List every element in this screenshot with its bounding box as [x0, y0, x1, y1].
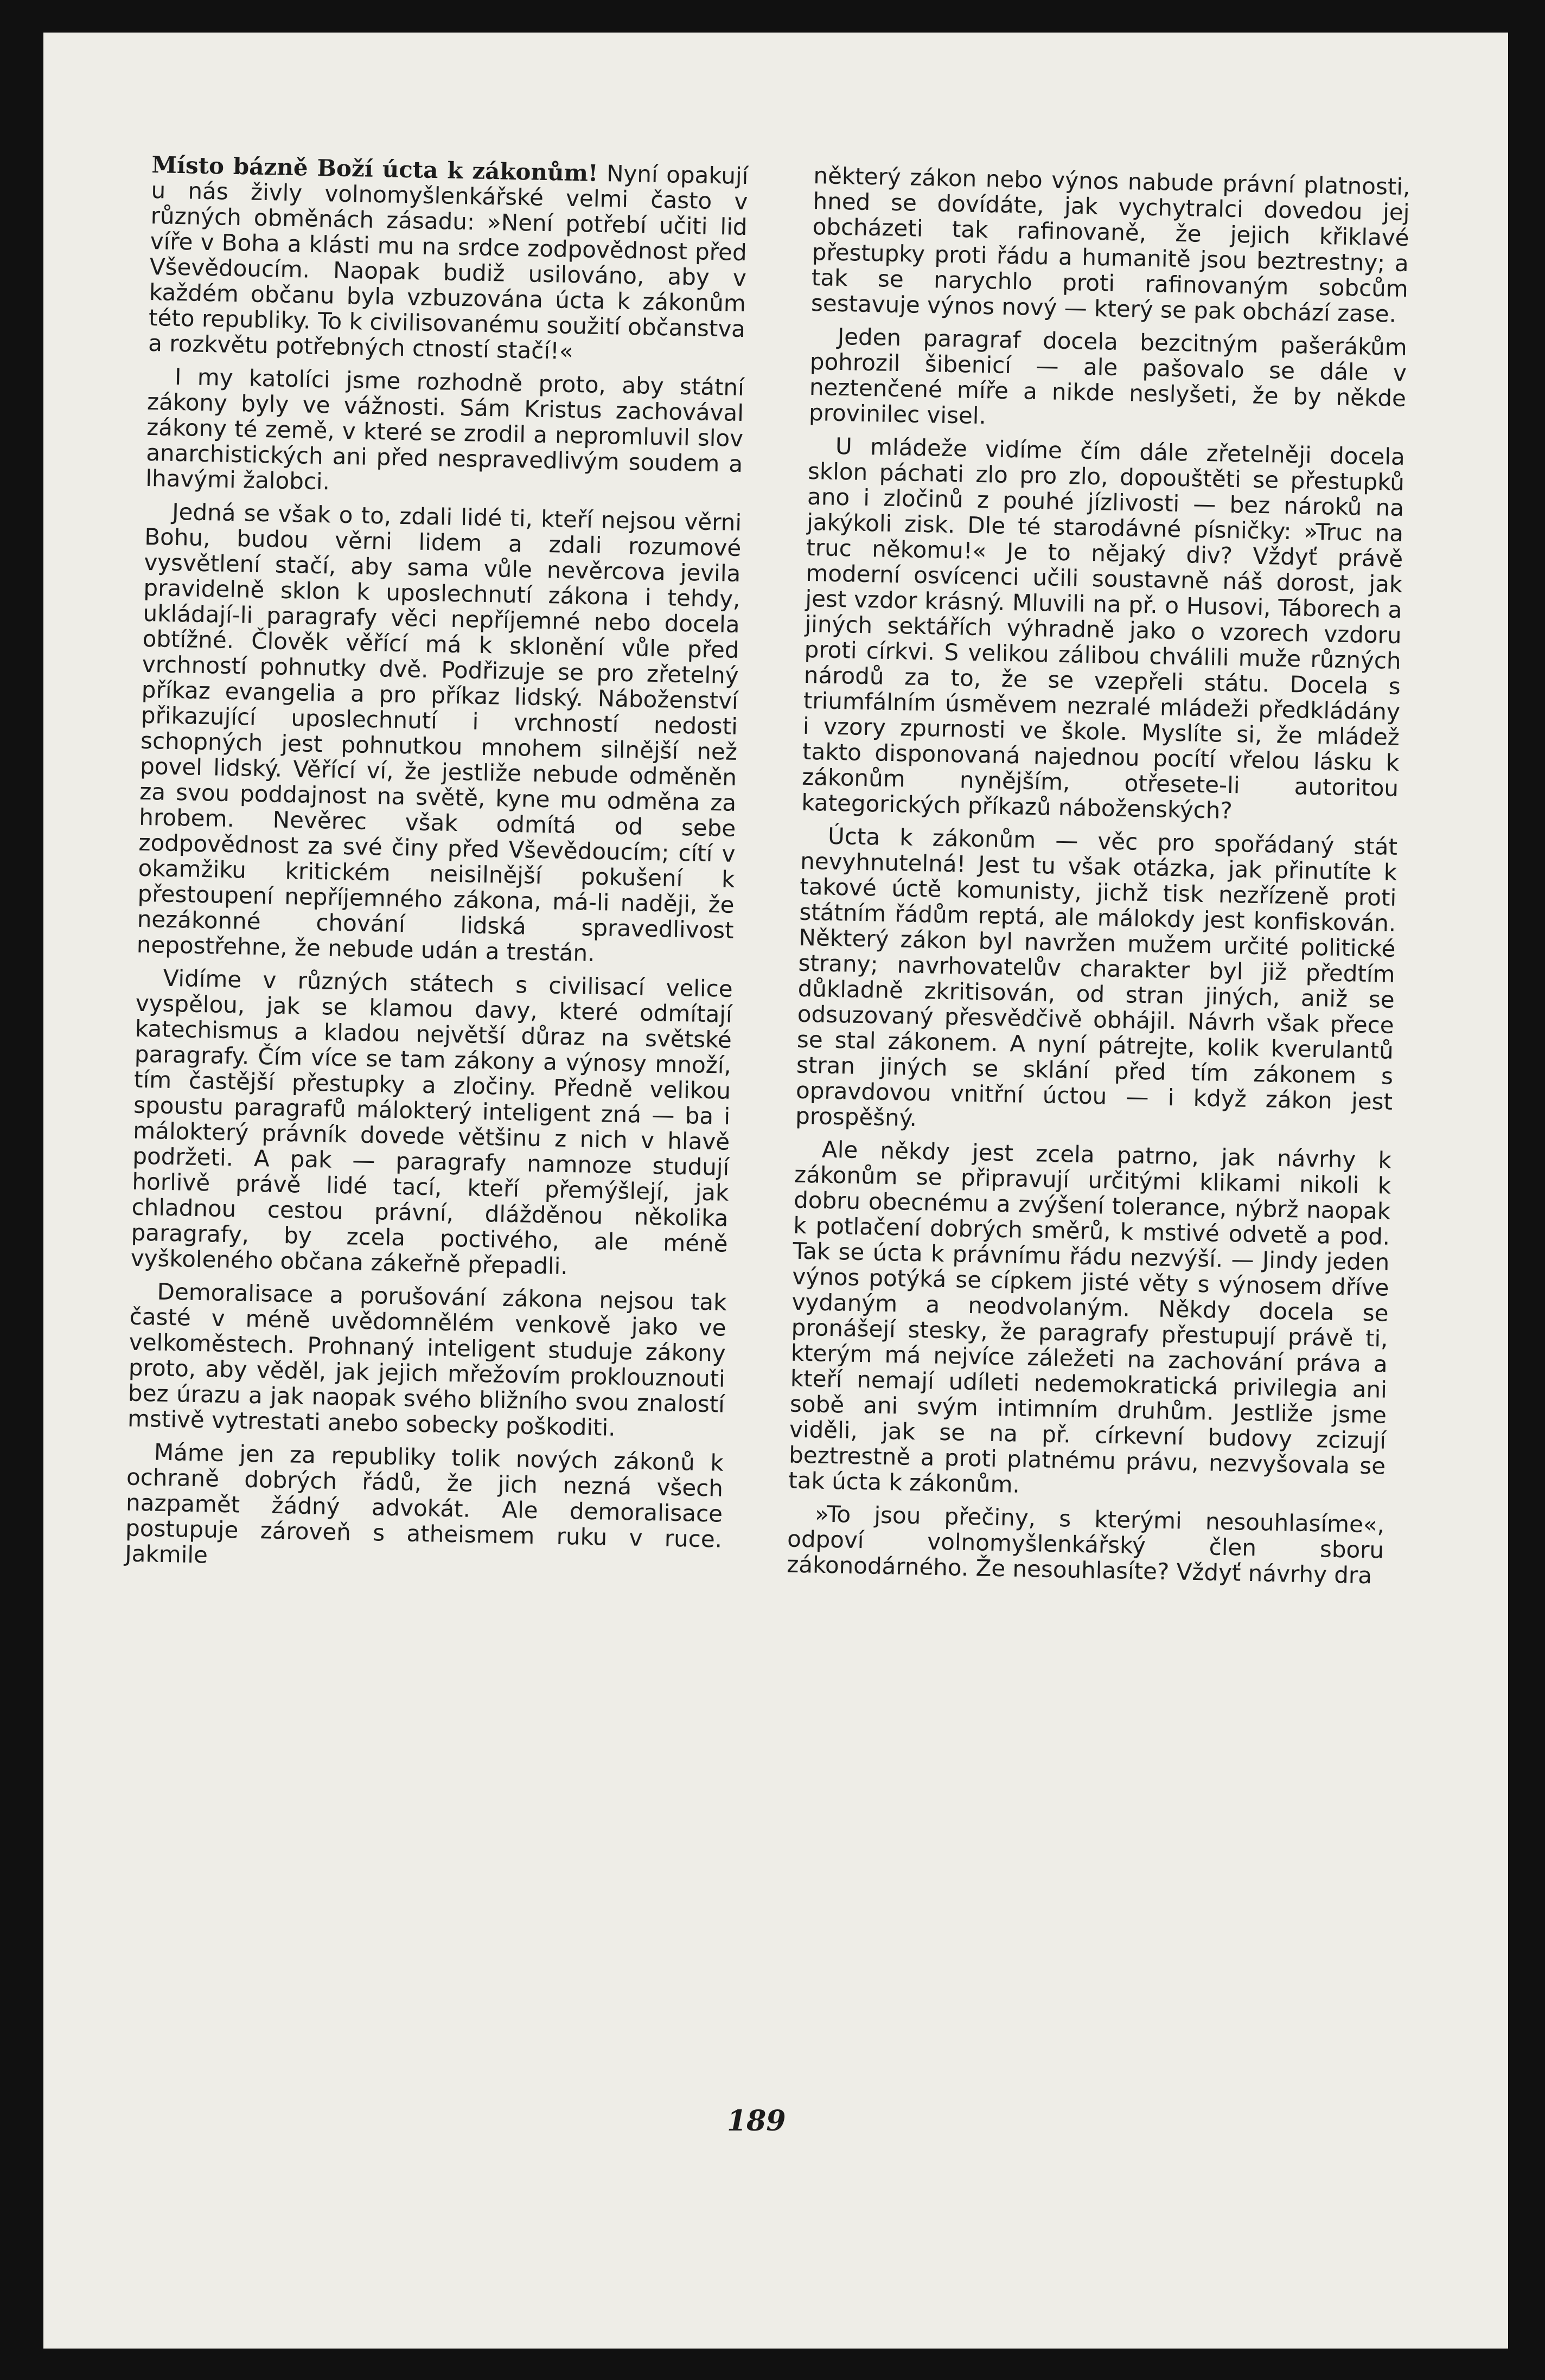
paragraph-text: Nyní opakují u nás živly volnomyšlenkářské velmi často v různých obměnách zásadu: »Není potřebí učiti lid víře v Boha a klásti mu na srdce zodpovědnost před Vševědoucím. Naopak budiž usilováno, aby v každém občanu byla vzbuzována úcta k zákonům této republiky. To k civilisovanému soužití občanstva a rozkvětu potřebných ctností stačí!«: [148, 160, 749, 364]
paragraph: některý zákon nebo výnos nabude právní platnosti, hned se dovídáte, jak vychytralci dovedou jej obcházeti tak rafinovaně, že jejich křiklavé přestupky proti řádu a humanitě jsou beztrestny; a tak se narychlo proti rafinovaným sobcům sestavuje výnos nový — který se pak obchází zase.: [810, 162, 1410, 328]
paragraph: Úcta k zákonům — věc pro spořádaný stát nevyhnutelná! Jest tu však otázka, jak přinutíte k takové úctě komunisty, jichž tisk nezřízeně proti státním řádům reptá, ale málokdy jest konfiskován. Některý zákon byl navržen mužem určité politické strany; navrhovatelův charakter byl již předtím důkladně zkritisován, od stran jiných, aniž se odsuzovaný přesvědčivě obhájil. Návrh však přece se stal zákonem. A nyní pátrejte, kolik kverulantů stran jiných se sklání před tím zákonem s opravdovou vnitřní úctou — i když zákon jest prospěšný.: [795, 822, 1398, 1131]
paragraph: Máme jen za republiky tolik nových zákonů k ochraně dobrých řádů, že jich nezná všech nazpamět žádný advokát. Ale demoralisace postupuje zároveň s atheismem ruku v ruce. Jakmile: [124, 1438, 724, 1569]
paragraph: Jeden paragraf docela bezcitným pašerákům pohrozil šibenicí — ale pašovalo se dále v neztenčené míře a nikde neslyšeti, že by někde provinilec visel.: [808, 323, 1408, 430]
paragraph: Vidíme v různých státech s civilisací velice vyspělou, jak se klamou davy, které odmítají katechismus a kladou největší důraz na světské paragrafy. Čím více se tam zákony a výnosy množí, tím častější přestupky a zločiny. Předně velikou spoustu paragrafů málokterý inteligent zná — ba i málokterý právník dovede většinu z nich v hlavě podržeti. A pak — paragrafy namnoze studují horlivě právě lidé tací, kteří přemýšlejí, jak chladnou cestou právní, dlážděnou několika paragrafy, by zcela poctivého, ale méně vyškoleného občana zákeřně přepadli.: [130, 964, 733, 1280]
book-page: [43, 33, 1508, 2349]
right-column: [787, 163, 1410, 1596]
paragraph: Demoralisace a porušování zákona nejsou tak časté v méně uvědomnělém venkově jako ve velkoměstech. Prohnaný inteligent studuje zákony proto, aby věděl, jak jejich mřežovím proklouznouti bez úrazu a jak naopak svého bližního svou znalostí mstivě vytrestati anebo sobecky poškoditi.: [127, 1278, 727, 1441]
paragraph: Jedná se však o to, zdali lidé ti, kteří nejsou věrni Bohu, budou věrni lidem a zdali rozumové vysvětlení stačí, aby sama vůle nevěrcova jevila pravidelně sklon k uposlechnutí zákona i tehdy, ukládají-li paragrafy věci nepříjemné nebo docela obtížné. Člověk věřící má k sklonění vůle před vrchností pohnutky dvě. Podřizuje se pro zřetelný příkaz evangelia a pro příkaz lidský. Náboženství přikazující uposlechnutí i vrchností nedosti schopných jest pohnutkou mnohem silnější než povel lidský. Věřící ví, že jestliže nebude odměněn za svou poddajnost na světě, kyne mu odměna za hrobem. Nevěrec však odmítá od sebe zodpovědnost za své činy před Vševědoucím; cítí v okamžiku kritickém neisilnější pokušení k přestoupení nepříjemného zákona, má-li naději, že nezákonné chování lidská spravedlivost nepostřehne, že nebude udán a trestán.: [136, 498, 742, 967]
paragraph: »To jsou přečiny, s kterými nesouhlasíme«, odpoví volnomyšlenkářský člen sboru zákonodárného. Že nesouhlasíte? Vždyť návrhy dra: [786, 1500, 1385, 1589]
paragraph: I my katolíci jsme rozhodně proto, aby státní zákony byly ve vážnosti. Sám Kristus zachovával zákony té země, v které se zrodil a nepromluvil slov anarchistických ani před nespravedlivým soudem a lhavými žalobci.: [145, 363, 745, 495]
left-column: [125, 152, 749, 1585]
paragraph: U mládeže vidíme čím dále zřetelněji docela sklon páchati zlo pro zlo, dopouštěti se přestupků ano i zločinů z pouhé jízlivosti — bez nároků na jakýkoli zisk. Dle té starodávné písničky: »Truc na truc někomu!« Je to nějaký div? Vždyť právě moderní osvícenci učili soustavně náš dorost, jak jest vzdor krásný. Mluvili na př. o Husovi, Táborech a jiných sektářích výhradně jako o vzorech vzdoru proti církvi. S velikou zálibou chválili muže různých národů za to, že se vzepřeli státu. Docela s triumfálním úsměvem nezralé mládeži předkládány i vzory zpurnosti ve škole. Myslíte si, že mládež takto disponovaná najednou pocítí vřelou lásku k zákonům nynějším, otřesete-li autoritou kategorických příkazů náboženských?: [801, 432, 1406, 824]
article-lead: Místo bázně Boží úcta k zákonům!: [151, 151, 598, 187]
paragraph: Ale někdy jest zcela patrno, jak návrhy k zákonům se připravují určitými klikami nikoli k dobru obecnému a zvýšení tolerance, nýbrž naopak k potlačení dobrých směrů, k mstivé odvetě a pod. Tak se úcta k právnímu řádu nezvýší. — Jindy jeden výnos potýká se cípkem jisté věty s výnosem dříve vydaným a neodvolaným. Někdy docela se pronášejí stesky, že paragrafy přestupují právě ti, kterým má nejvíce záležeti na zachování práva a kteří nemají udíleti nedemokratická privilegia ani sobě ani svým intimním druhům. Jestliže jsme viděli, jak se na př. církevní budovy zcizují beztrestně a proti platnému právu, nezvyšovala se tak úcta k zákonům.: [788, 1136, 1392, 1498]
paragraph: [148, 152, 749, 367]
page-number: 189: [727, 2104, 786, 2138]
